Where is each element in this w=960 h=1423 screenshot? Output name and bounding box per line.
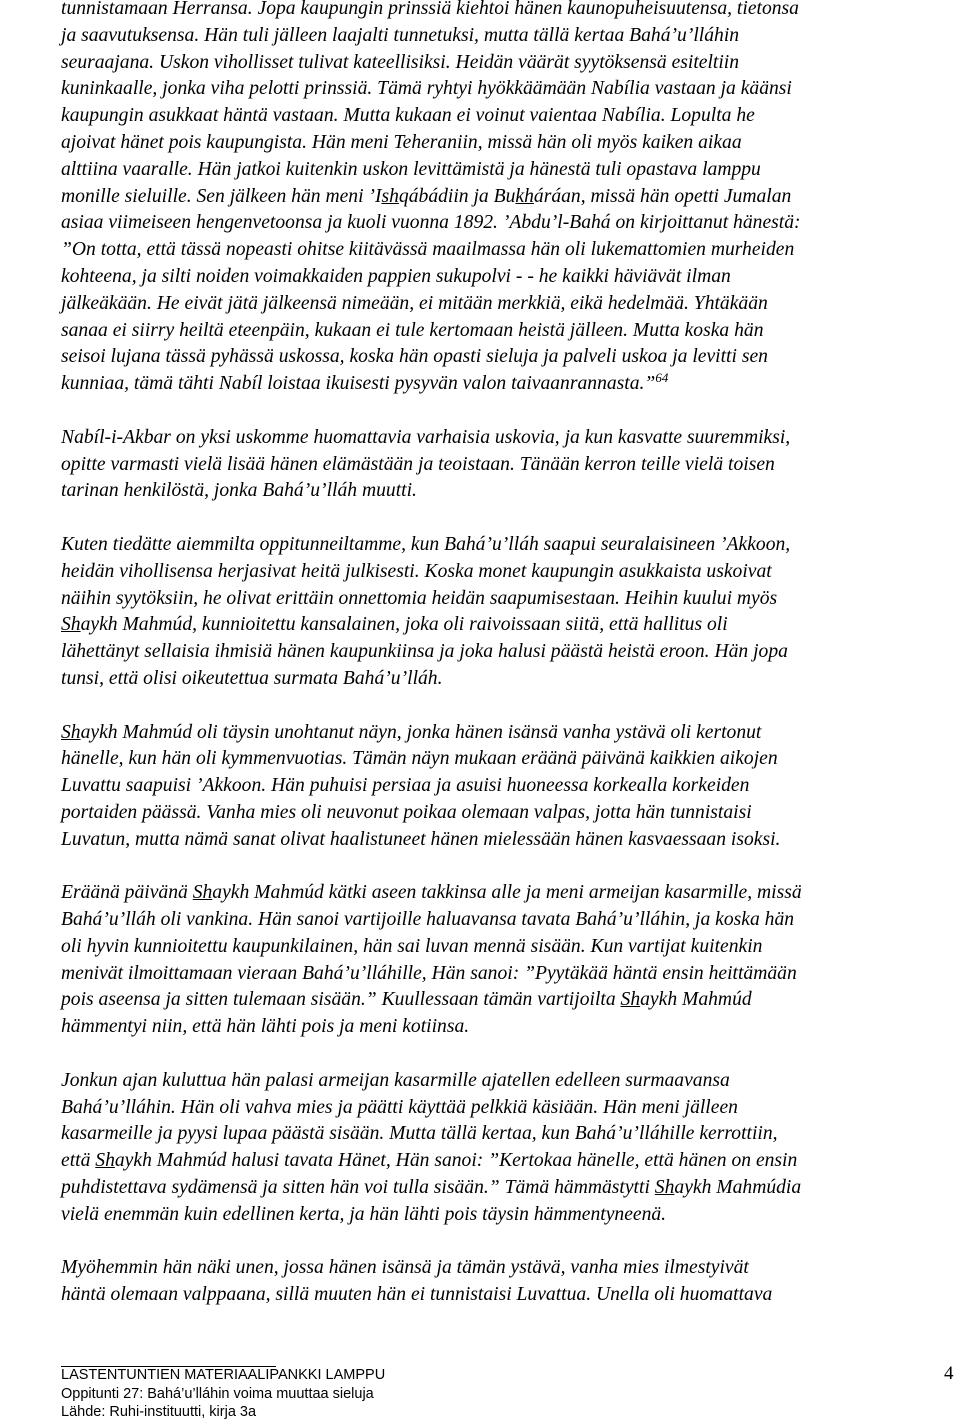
- page-footer: [61, 1366, 960, 1422]
- text-line: seisoi lujana tässä pyhässä uskossa, koska hän opasti sieluja ja palveli uskoa ja levitti sen: [61, 346, 768, 368]
- paragraph-first-visit: [61, 880, 951, 1041]
- text-line: portaiden päässä. Vanha mies oli neuvonut poikaa olemaan valpas, jotta hän tunnistaisi: [61, 801, 752, 823]
- text-line-content: kunniaa, tämä tähti Nabíl loistaa ikuisesti pysyvän valon taivaanrannasta.”: [61, 373, 656, 395]
- text-line: hämmentyi niin, että hän lähti pois ja meni kotiinsa.: [61, 1016, 470, 1038]
- text-line: ajoivat hänet pois kaupungista. Hän meni Teheraniin, missä hän oli myös kaiken aikaa: [61, 131, 742, 153]
- text-line: Myöhemmin hän näki unen, jossa hänen isänsä ja tämän ystävä, vanha mies ilmestyivät: [61, 1257, 749, 1279]
- text-line: opitte varmasti vielä lisää hänen elämästään ja teoistaan. Tänään kerron teille vielä toisen: [61, 453, 775, 475]
- text-line: Shaykh Mahmúd, kunnioitettu kansalainen, joka oli raivoissaan siitä, että hallitus oli: [61, 614, 728, 636]
- text-line: kuninkaalle, jonka viha pelotti prinssiä. Tämä ryhtyi hyökkäämään Nabília vastaan ja käänsi: [61, 78, 792, 100]
- text-line: [61, 371, 951, 398]
- text-line: lähettänyt sellaisia ihmisiä hänen kaupunkiinsa ja joka halusi päästä heistä eroon. Hän jopa: [61, 641, 788, 663]
- text-line: sanaa ei siirry heiltä eteenpäin, kukaan ei tule kertomaan heistä jälleen. Mutta koska hän: [61, 319, 764, 341]
- paragraph-gap: [61, 693, 951, 720]
- text-line: Bahá’u’lláhin. Hän oli vahva mies ja päätti käyttää pelkkiä käsiään. Hän meni jälleen: [61, 1096, 738, 1118]
- text-line: pois aseensa ja sitten tulemaan sisään.” Kuullessaan tämän vartijoilta Shaykh Mahmúd: [61, 989, 752, 1011]
- text-line: ”On totta, että tässä nopeasti ohitse kiitävässä maailmassa hän oli lukemattomien murheiden: [61, 239, 795, 261]
- text-line: asiaa viimeiseen hengenvetoonsa ja kuoli vuonna 1892. ’Abdu’l-Bahá on kirjoittanut hänestä:: [61, 212, 801, 234]
- text-line: Eräänä päivänä Shaykh Mahmúd kätki aseen takkinsa alle ja meni armeijan kasarmille, missä: [61, 882, 802, 904]
- text-line: kaupungin asukkaat häntä vastaan. Mutta kukaan ei voinut vaientaa Nabília. Lopulta he: [61, 105, 755, 127]
- paragraph-gap: [61, 854, 951, 881]
- paragraph-gap: [61, 1229, 951, 1256]
- text-line: näihin syytöksiin, he olivat erittäin onnettomia heidän saapumisestaan. Heihin kuului myös: [61, 587, 778, 609]
- paragraph-gap: [61, 1041, 951, 1068]
- paragraph-second-visit: [61, 1068, 951, 1229]
- paragraph-vision: [61, 720, 951, 854]
- paragraph-nabil-intro: [61, 425, 951, 505]
- text-line: tunnistamaan Herransa. Jopa kaupungin prinssiä kiehtoi hänen kaunopuheisuutensa, tietonsa: [61, 0, 799, 19]
- page-number: 4: [944, 1363, 954, 1384]
- paragraph-gap: [61, 398, 951, 425]
- text-line: tarinan henkilöstä, jonka Bahá’u’lláh muutti.: [61, 480, 417, 502]
- text-line: Nabíl-i-Akbar on yksi uskomme huomattavia varhaisia uskovia, ja kun kasvatte suuremmiksi,: [61, 426, 791, 448]
- paragraph-nabil-story: [61, 0, 951, 398]
- text-line: ja saavutuksensa. Hän tuli jälleen laajalti tunnetuksi, mutta tällä kertaa Bahá’u’lláhin: [61, 24, 740, 46]
- document-body: [61, 0, 951, 1309]
- footer-source: Lähde: Ruhi-instituutti, kirja 3a: [61, 1404, 257, 1420]
- text-line: Bahá’u’lláh oli vankina. Hän sanoi vartijoille haluavansa tavata Bahá’u’lláhin, ja koska hän: [61, 909, 795, 931]
- text-line: Shaykh Mahmúd oli täysin unohtanut näyn, jonka hänen isänsä vanha ystävä oli kertonut: [61, 721, 762, 743]
- text-line: hänelle, kun hän oli kymmenvuotias. Tämän näyn mukaan eräänä päivänä kaikkien aikojen: [61, 748, 778, 770]
- text-line: heidän vihollisensa herjasivat heitä julkisesti. Koska monet kaupungin asukkaista uskoivat: [61, 560, 772, 582]
- paragraph-akka-arrival: [61, 532, 951, 693]
- text-line: häntä olemaan valppaana, sillä muuten hän ei tunnistaisi Luvattua. Unella oli huomattava: [61, 1284, 773, 1306]
- text-line: vielä enemmän kuin edellinen kerta, ja hän lähti pois täysin hämmentyneenä.: [61, 1203, 667, 1225]
- text-line: Jonkun ajan kuluttua hän palasi armeijan kasarmille ajatellen edelleen surmaavansa: [61, 1069, 730, 1091]
- text-line: menivät ilmoittamaan vieraan Bahá’u’lláhille, Hän sanoi: ”Pyytäkää häntä ensin heittämään: [61, 962, 797, 984]
- text-line: Kuten tiedätte aiemmilta oppitunneiltamme, kun Bahá’u’lláh saapui seuralaisineen ’Akkoon,: [61, 533, 791, 555]
- text-line: Luvatun, mutta nämä sanat olivat haalistuneet hänen mielessään hänen kasvaessaan isoksi.: [61, 828, 781, 850]
- text-line: kasarmeille ja pyysi lupaa päästä sisään. Mutta tällä kertaa, kun Bahá’u’lláhille kerrottiin,: [61, 1123, 778, 1145]
- paragraph-dream: [61, 1255, 951, 1309]
- footer-divider: [61, 1366, 276, 1367]
- text-line: Luvattu saapuisi ’Akkoon. Hän puhuisi persiaa ja asuisi huoneessa korkealla korkeiden: [61, 775, 750, 797]
- text-line: kohteena, ja silti noiden voimakkaiden pappien sukupolvi - - he kaikki häviävät ilman: [61, 265, 731, 287]
- text-line: tunsi, että olisi oikeutettua surmata Bahá’u’lláh.: [61, 667, 443, 689]
- footnote-ref: 64: [655, 370, 669, 386]
- text-line: seuraajana. Uskon vihollisset tulivat kateellisiksi. Heidän väärät syytöksensä esiteltiin: [61, 51, 740, 73]
- text-line: että Shaykh Mahmúd halusi tavata Hänet, Hän sanoi: ”Kertokaa hänelle, että hänen on ensin: [61, 1150, 798, 1172]
- text-line: jälkeäkään. He eivät jätä jälkeensä nimeään, ei mitään merkkiä, eikä hedelmää. Yhtäkään: [61, 292, 768, 314]
- footer-lesson: Oppitunti 27: Bahá’u’lláhin voima muuttaa sieluja: [61, 1385, 374, 1402]
- paragraph-gap: [61, 505, 951, 532]
- text-line: monille sieluille. Sen jälkeen hän meni ’Ishqábádiin ja Bukháráan, missä hän opetti Jumalan: [61, 185, 792, 207]
- text-line: puhdistettava sydämensä ja sitten hän voi tulla sisään.” Tämä hämmästytti Shaykh Mahmúdia: [61, 1177, 802, 1199]
- footer-title: LASTENTUNTIEN MATERIAALIPANKKI LAMPPU: [61, 1367, 386, 1383]
- text-line: alttiina vaaralle. Hän jatkoi kuitenkin uskon levittämistä ja hänestä tuli opastava lamppu: [61, 158, 761, 180]
- text-line: oli hyvin kunnioitettu kaupunkilainen, hän sai luvan mennä sisään. Kun vartijat kuitenkin: [61, 935, 763, 957]
